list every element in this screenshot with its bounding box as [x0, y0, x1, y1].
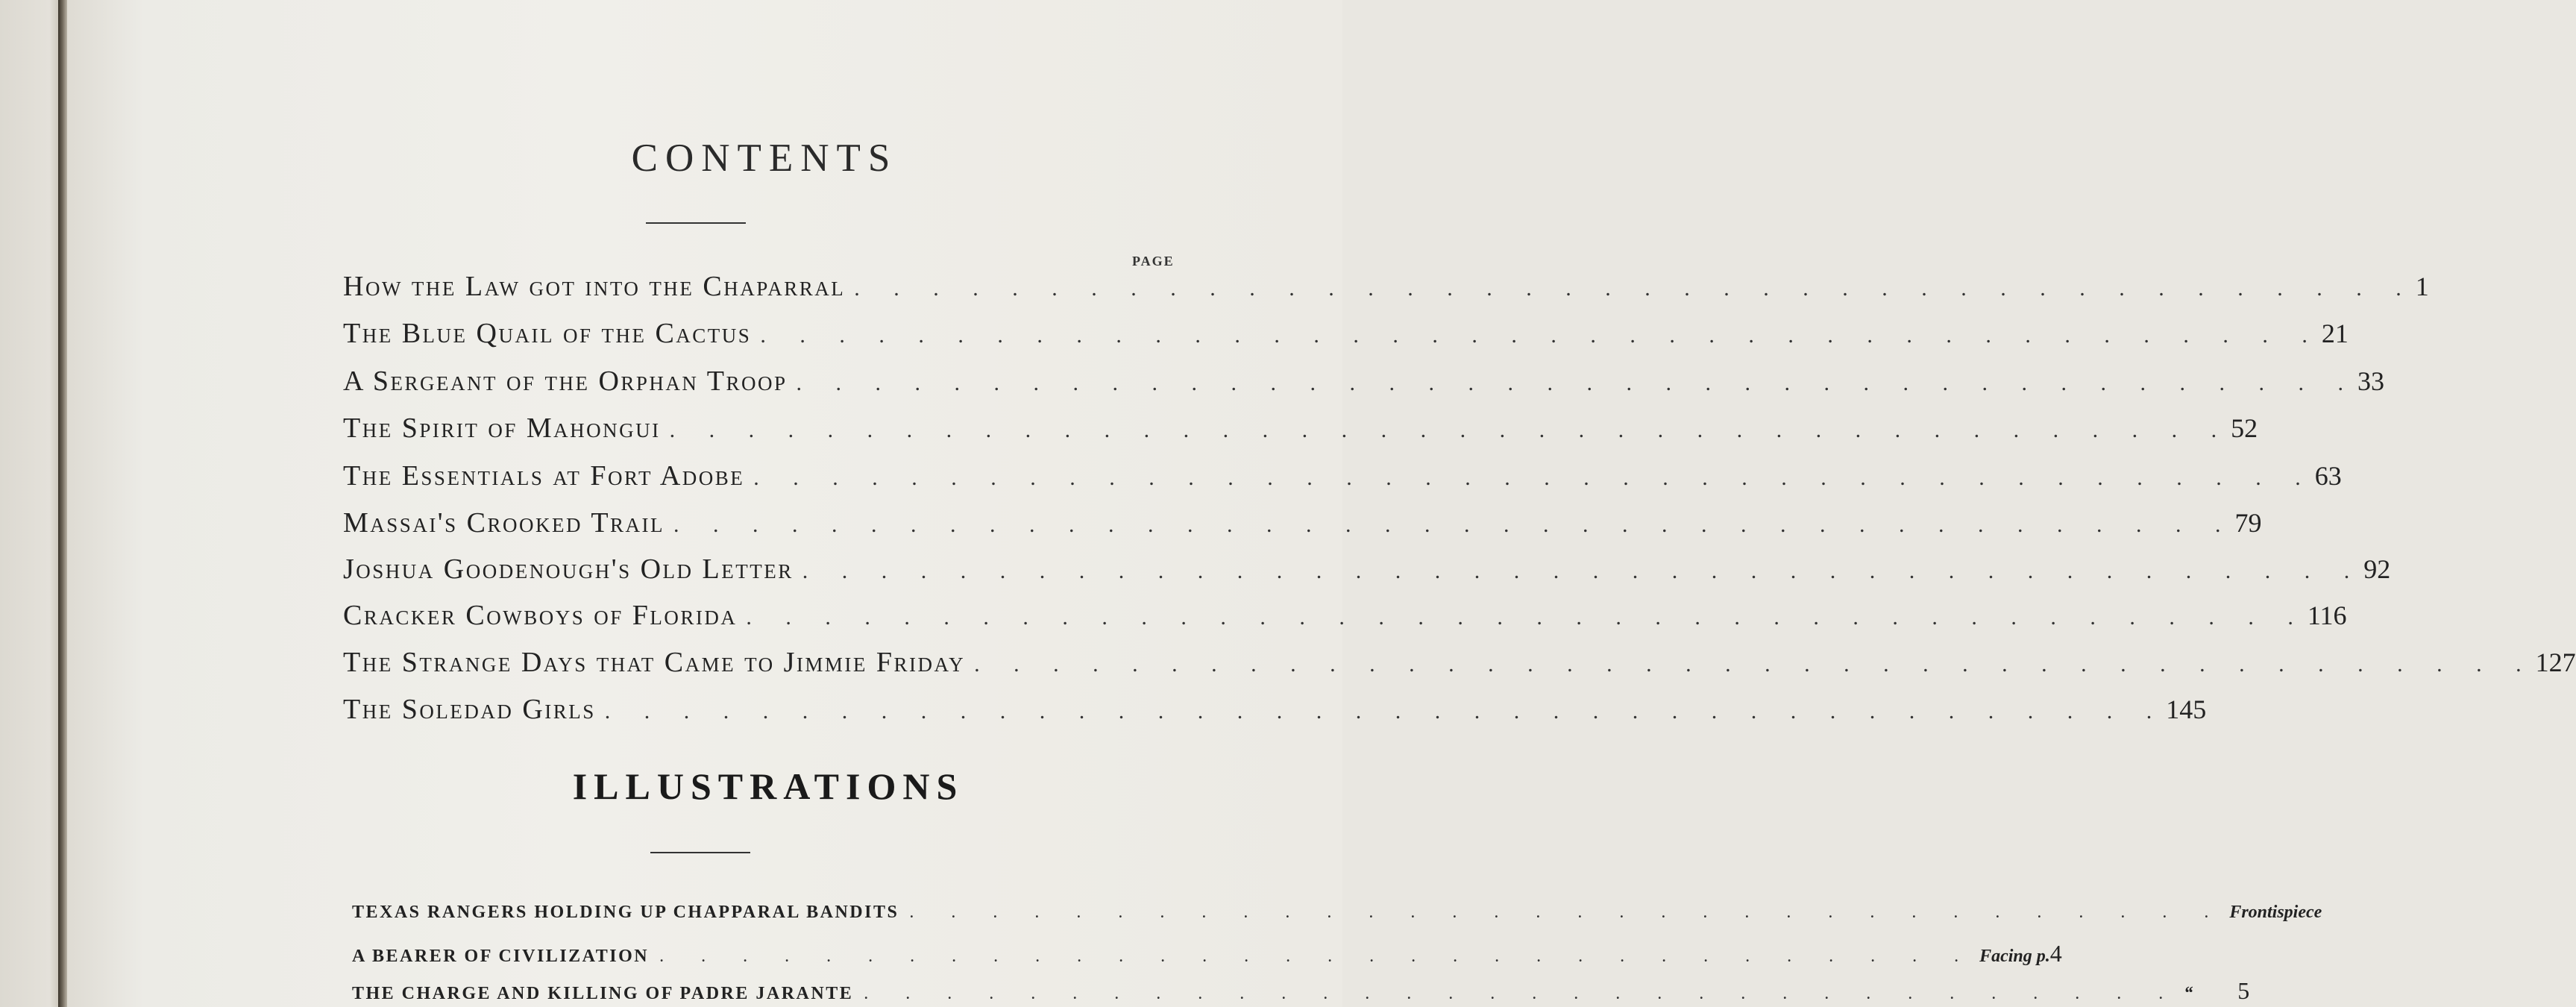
- toc-entry-page: 1: [2415, 272, 2429, 301]
- facing-page-edge: [0, 0, 58, 1007]
- leader-dots: . . . . . . . . . . . . . . . . . . . . . . . . . . . . . . . .: [909, 903, 2225, 922]
- toc-entry-title: The Strange Days that Came to Jimmie Friday: [343, 647, 966, 678]
- toc-entry: [343, 317, 2349, 354]
- toc-entry: [343, 646, 2576, 683]
- toc-entry-page: 79: [2234, 508, 2262, 538]
- toc-entry-title: The Essentials at Fort Adobe: [343, 460, 745, 492]
- leader-dots: . . . . . . . . . . . . . . . . . . . . . . . . . . . . . . . . . . . . . . . .: [669, 418, 2231, 442]
- toc-entry-page: 52: [2231, 413, 2258, 443]
- illustration-title: A BEARER OF CIVILIZATION: [352, 947, 650, 966]
- illustration-note: Frontispiece: [2229, 903, 2322, 922]
- toc-entry-title: The Blue Quail of the Cactus: [343, 318, 752, 349]
- contents-heading: CONTENTS: [631, 137, 898, 180]
- leader-dots: . . . . . . . . . . . . . . . . . . . . . . . . . . . . . . . . . . . . . . . .: [746, 605, 2308, 630]
- illustration-note: Facing p.: [1979, 947, 2050, 966]
- contents-divider: [646, 222, 746, 224]
- illustration-entry: [352, 903, 2322, 932]
- toc-entry-title: Cracker Cowboys of Florida: [343, 600, 738, 631]
- toc-entry-title: The Spirit of Mahongui: [343, 412, 661, 444]
- illustration-title: TEXAS RANGERS HOLDING UP CHAPPARAL BANDITS: [352, 903, 899, 922]
- leader-dots: . . . . . . . . . . . . . . . . . . . . . . . . . . . . . . . . . . . . . . . .: [673, 512, 2235, 537]
- illustration-entry: [352, 977, 2250, 1007]
- page-column-label: PAGE: [1132, 254, 1175, 269]
- toc-entry: [343, 693, 2207, 730]
- toc-entry-page: 92: [2363, 554, 2391, 584]
- leader-dots: . . . . . . . . . . . . . . . . . . . . . . . . . . . . . . . . . . . . . . . .: [760, 323, 2322, 348]
- toc-entry: [343, 506, 2262, 544]
- toc-entry-page: 127: [2535, 647, 2576, 677]
- illustration-page: 5: [2237, 977, 2250, 1004]
- leader-dots: . . . . . . . . . . . . . . . . . . . . . . . . . . . . . . . . . . . . . . . .: [604, 699, 2167, 724]
- toc-entry: [343, 459, 2342, 497]
- toc-entry-page: 21: [2321, 319, 2349, 348]
- illustration-title: THE CHARGE AND KILLING OF PADRE JARANTE: [352, 984, 854, 1003]
- illustration-entry: [352, 940, 2062, 970]
- toc-entry-title: Massai's Crooked Trail: [343, 507, 665, 539]
- leader-dots: . . . . . . . . . . . . . . . . . . . . . . . . . . . . . . . . . . . . . . . .: [974, 652, 2536, 677]
- illustration-page: 4: [2049, 940, 2062, 967]
- illustrations-heading: ILLUSTRATIONS: [572, 765, 964, 807]
- toc-entry-page: 145: [2166, 694, 2207, 724]
- leader-dots: . . . . . . . . . . . . . . . . . . . . . . . . . . . . . . . . . . . . . . . .: [802, 559, 2364, 583]
- book-gutter: [58, 0, 67, 1007]
- toc-entry-page: 116: [2307, 600, 2347, 630]
- toc-entry: [343, 270, 2429, 307]
- toc-entry-title: Joshua Goodenough's Old Letter: [343, 553, 794, 585]
- leader-dots: . . . . . . . . . . . . . . . . . . . . . . . . . . . . . . . .: [864, 984, 2180, 1003]
- leader-dots: . . . . . . . . . . . . . . . . . . . . . . . . . . . . . . . .: [659, 947, 1976, 966]
- leader-dots: . . . . . . . . . . . . . . . . . . . . . . . . . . . . . . . . . . . . . . . .: [753, 465, 2315, 490]
- illustrations-divider: [650, 852, 750, 853]
- toc-entry: [343, 553, 2391, 590]
- toc-entry: [343, 365, 2384, 402]
- book-page: [67, 0, 2576, 1007]
- toc-entry-title: A Sergeant of the Orphan Troop: [343, 366, 788, 397]
- toc-entry-title: The Soledad Girls: [343, 694, 596, 725]
- toc-entry: [343, 599, 2347, 636]
- toc-entry-title: How the Law got into the Chaparral: [343, 271, 846, 302]
- leader-dots: . . . . . . . . . . . . . . . . . . . . . . . . . . . . . . . . . . . . . . . .: [796, 371, 2357, 395]
- toc-entry-page: 33: [2357, 366, 2384, 396]
- toc-entry: [343, 412, 2258, 449]
- toc-entry-page: 63: [2314, 461, 2342, 491]
- leader-dots: . . . . . . . . . . . . . . . . . . . . . . . . . . . . . . . . . . . . . . . .: [854, 276, 2416, 301]
- illustration-note: “: [2184, 984, 2193, 1003]
